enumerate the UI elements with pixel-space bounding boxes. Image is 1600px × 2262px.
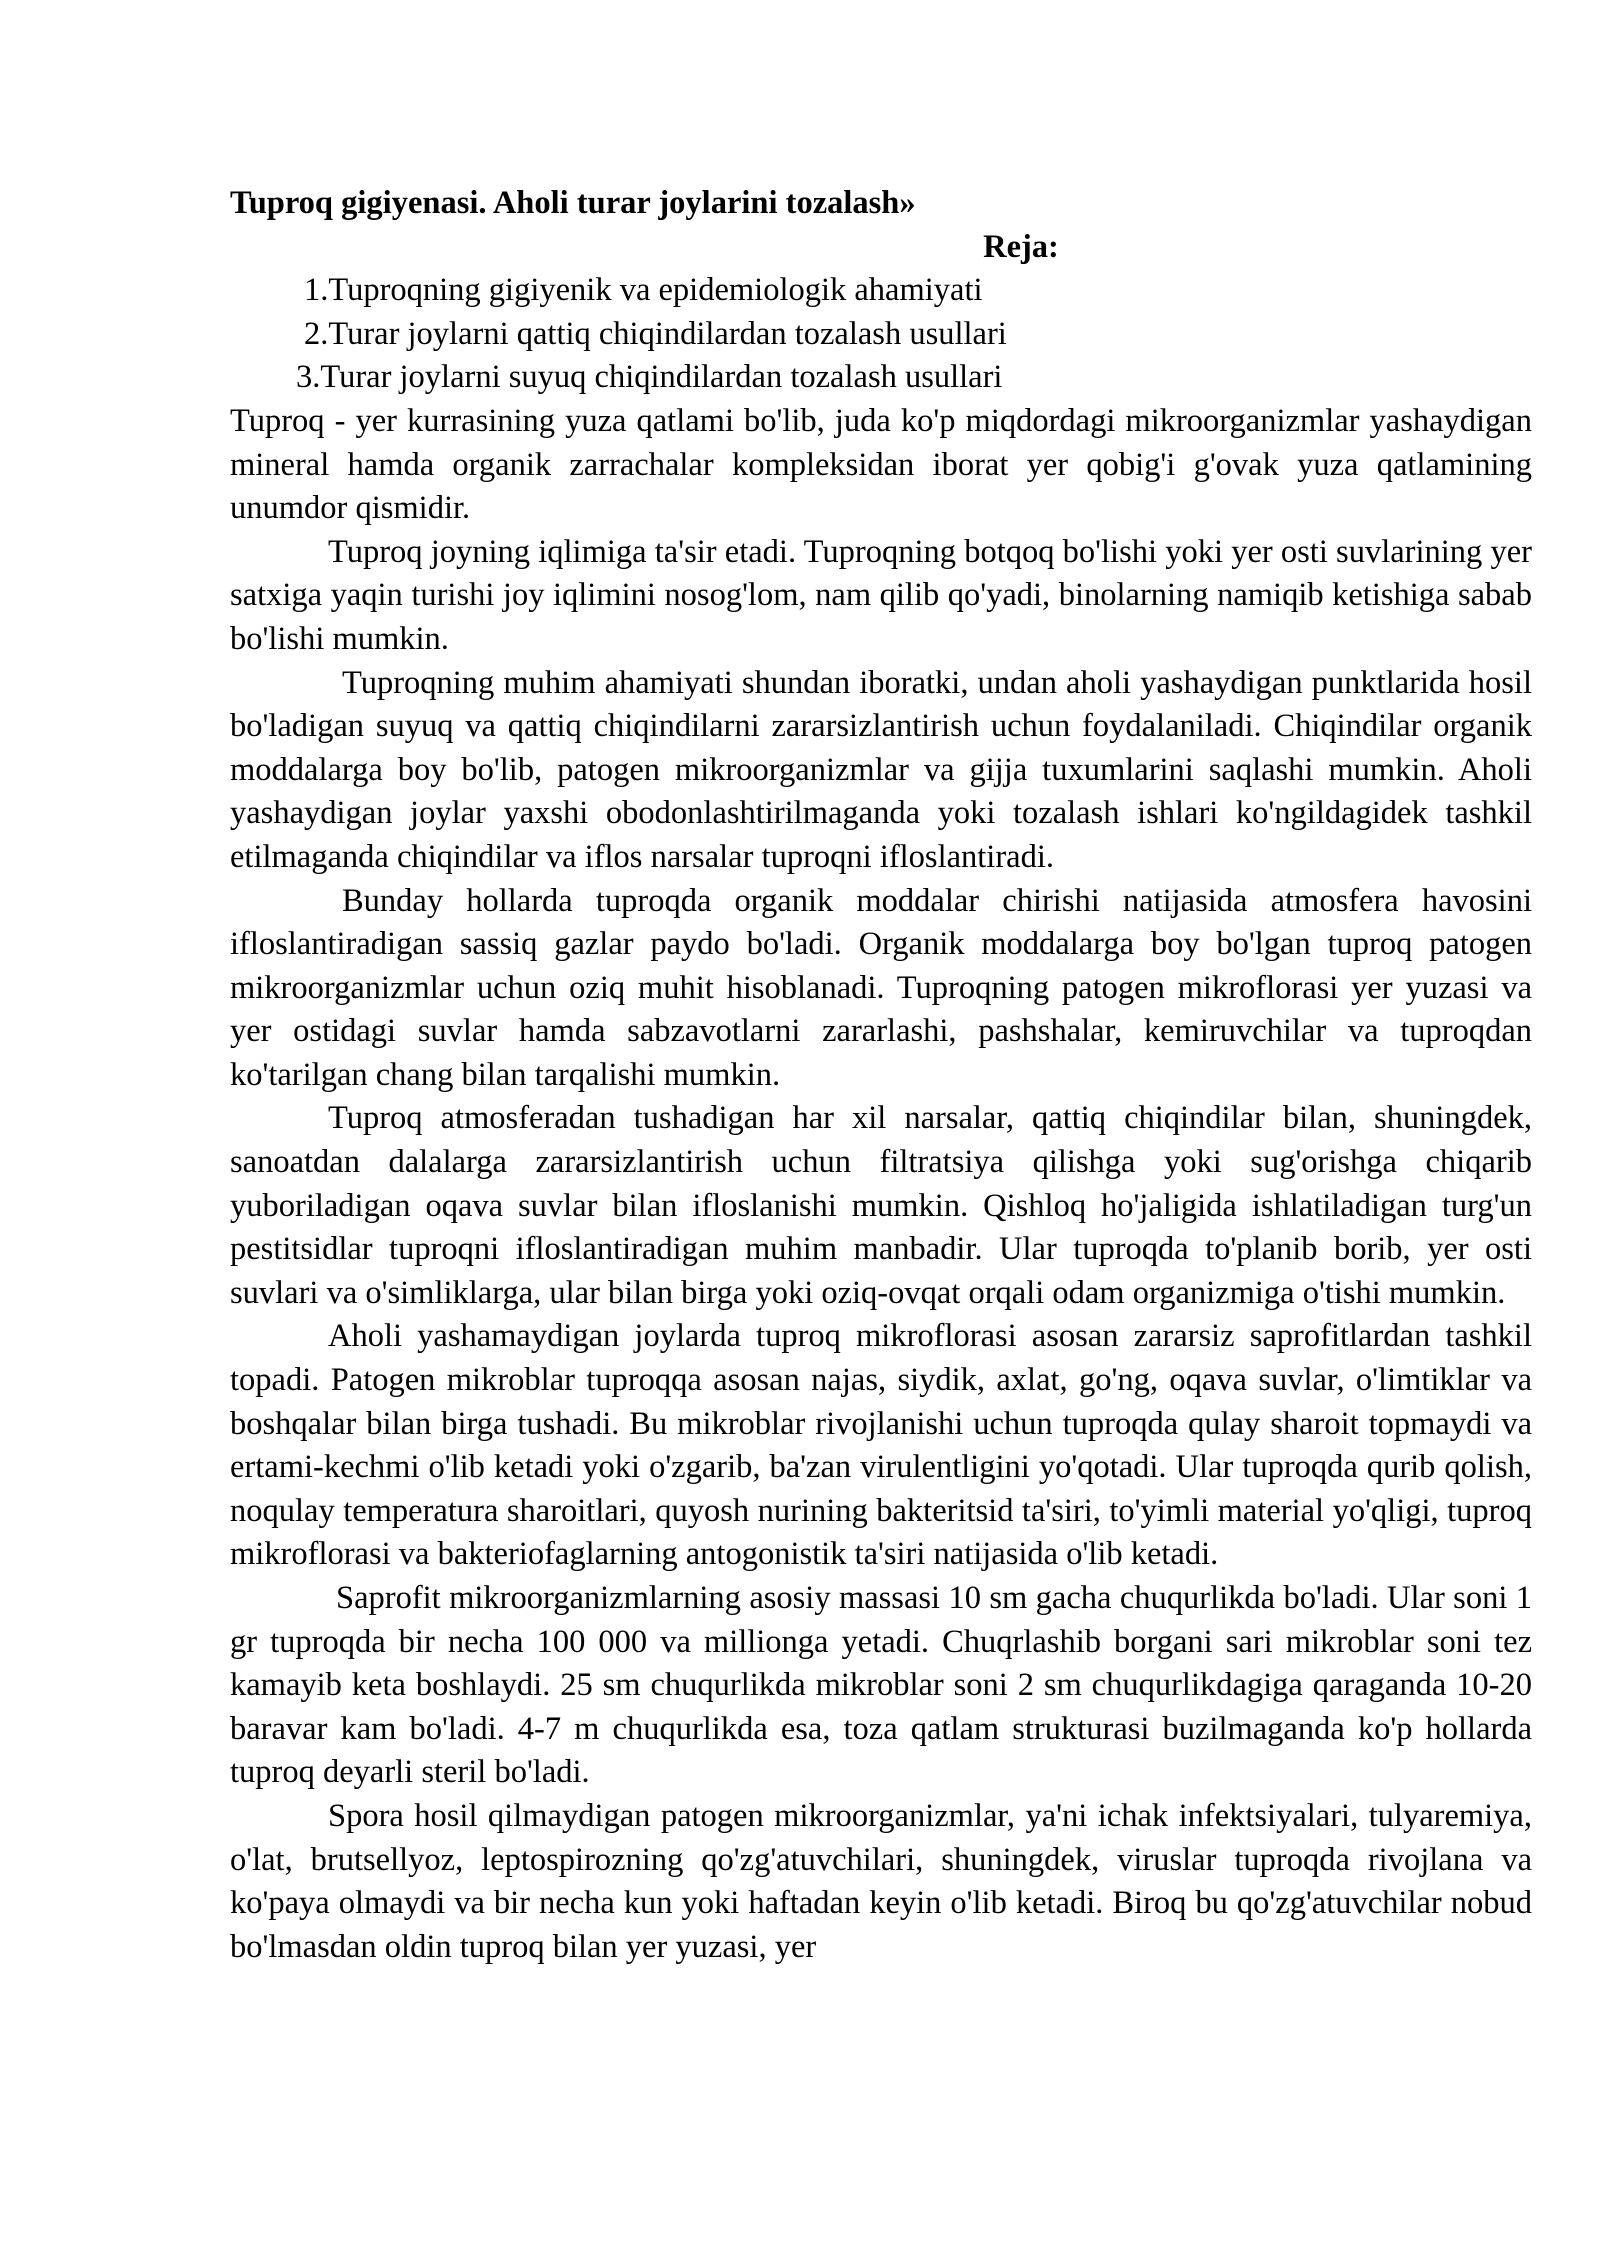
plan-item-2: 2.Turar joylarni qattiq chiqindilardan tozalash usullari (304, 315, 1007, 352)
plan-heading: Reja: (983, 228, 1059, 265)
paragraph-5: Tuproq atmosferadan tushadigan har xil narsalar, qattiq chiqindilar bilan, shuningdek, sanoatdan dalalarga zararsizlantirish uchun filtratsiya qilishga yoki sug'orishga chiqarib yuboriladigan oqava suvlar bilan ifloslanishi mumkin. Qishloq ho'jaligida ishlatiladigan turg'un pestitsidlar tuproqni ifloslantiradigan muhim manbadir. Ular tuproqda to'planib borib, yer osti suvlari va o'simliklarga, ular bilan birga yoki oziq-ovqat orqali odam organizmiga o'tishi mumkin. (230, 1100, 1532, 1311)
paragraph-3: Tuproqning muhim ahamiyati shundan iboratki, undan aholi yashaydigan punktlarida hosil bo'ladigan suyuq va qattiq chiqindilarni zararsizlantirish uchun foydalaniladi. Chiqindilar organik moddalarga boy bo'lib, patogen mikroorganizmlar va gijja tuxumlarini saqlashi mumkin. Aholi yashaydigan joylar yaxshi obodonlashtirilmaganda yoki tozalash ishlari ko'ngildagidek tashkil etilmaganda chiqindilar va iflos narsalar tuproqni ifloslantiradi. (230, 664, 1532, 875)
paragraph-7: Saprofit mikroorganizmlarning asosiy massasi 10 sm gacha chuqurlikda bo'ladi. Ular soni 1 gr tuproqda bir necha 100 000 va millionga yetadi. Chuqrlashib borgani sari mikroblar soni tez kamayib keta boshlaydi. 25 sm chuqurlikda mikroblar soni 2 sm chuqurlikdagiga qaraganda 10-20 baravar kam bo'ladi. 4-7 m chuqurlikda esa, toza qatlam strukturasi buzilmaganda ko'p hollarda tuproq deyarli steril bo'ladi. (230, 1580, 1532, 1791)
plan-item-3: 3.Turar joylarni suyuq chiqindilardan tozalash usullari (296, 359, 1003, 396)
paragraph-4: Bunday hollarda tuproqda organik moddalar chirishi natijasida atmosfera havosini ifloslantiradigan sassiq gazlar paydo bo'ladi. Organik moddalarga boy bo'lgan tuproq patogen mikroorganizmlar uchun oziq muhit hisoblanadi. Tuproqning patogen mikroflorasi yer yuzasi va yer ostidagi suvlar hamda sabzavotlarni zararlashi, pashshalar, kemiruvchilar va tuproqdan ko'tarilgan chang bilan tarqalishi mumkin. (230, 882, 1532, 1093)
plan-list (230, 269, 1532, 400)
plan-item-1: 1.Tuproqning gigiyenik va epidemiologik ahamiyati (304, 272, 983, 309)
paragraph-1: Tuproq - yer kurrasining yuza qatlami bo'lib, juda ko'p miqdordagi mikroorganizmlar yashaydigan mineral hamda organik zarrachalar kompleksidan iborat yer qobig'i g'ovak yuza qatlamining unumdor qismidir. (230, 402, 1532, 527)
paragraph-2: Tuproq joyning iqlimiga ta'sir etadi. Tuproqning botqoq bo'lishi yoki yer osti suvlarining yer satxiga yaqin turishi joy iqlimini nosog'lom, nam qilib qo'yadi, binolarning namiqib ketishiga sabab bo'lishi mumkin. (230, 533, 1532, 657)
document-title: Tuproq gigiyenasi. Aholi turar joylarini tozalash» (230, 185, 916, 221)
document-body (230, 182, 1532, 1969)
paragraph-6: Aholi yashamaydigan joylarda tuproq mikroflorasi asosan zararsiz saprofitlardan tashkil topadi. Patogen mikroblar tuproqqa asosan najas, siydik, axlat, go'ng, oqava suvlar, o'limtiklar va boshqalar bilan birga tushadi. Bu mikroblar rivojlanishi uchun tuproqda qulay sharoit topmaydi va ertami-kechmi o'lib ketadi yoki o'zgarib, ba'zan virulentligini yo'qotadi. Ular tuproqda qurib qolish, noqulay temperatura sharoitlari, quyosh nurining bakteritsid ta'siri, to'yimli material yo'qligi, tuproq mikroflorasi va bakteriofaglarning antogonistik ta'siri natijasida o'lib ketadi. (230, 1318, 1532, 1573)
paragraph-8: Spora hosil qilmaydigan patogen mikroorganizmlar, ya'ni ichak infektsiyalari, tulyaremiya, o'lat, brutsellyoz, leptospirozning qo'zg'atuvchilari, shuningdek, viruslar tuproqda rivojlana va ko'paya olmaydi va bir necha kun yoki haftadan keyin o'lib ketadi. Biroq bu qo'zg'atuvchilar nobud bo'lmasdan oldin tuproq bilan yer yuzasi, yer (230, 1797, 1532, 1965)
